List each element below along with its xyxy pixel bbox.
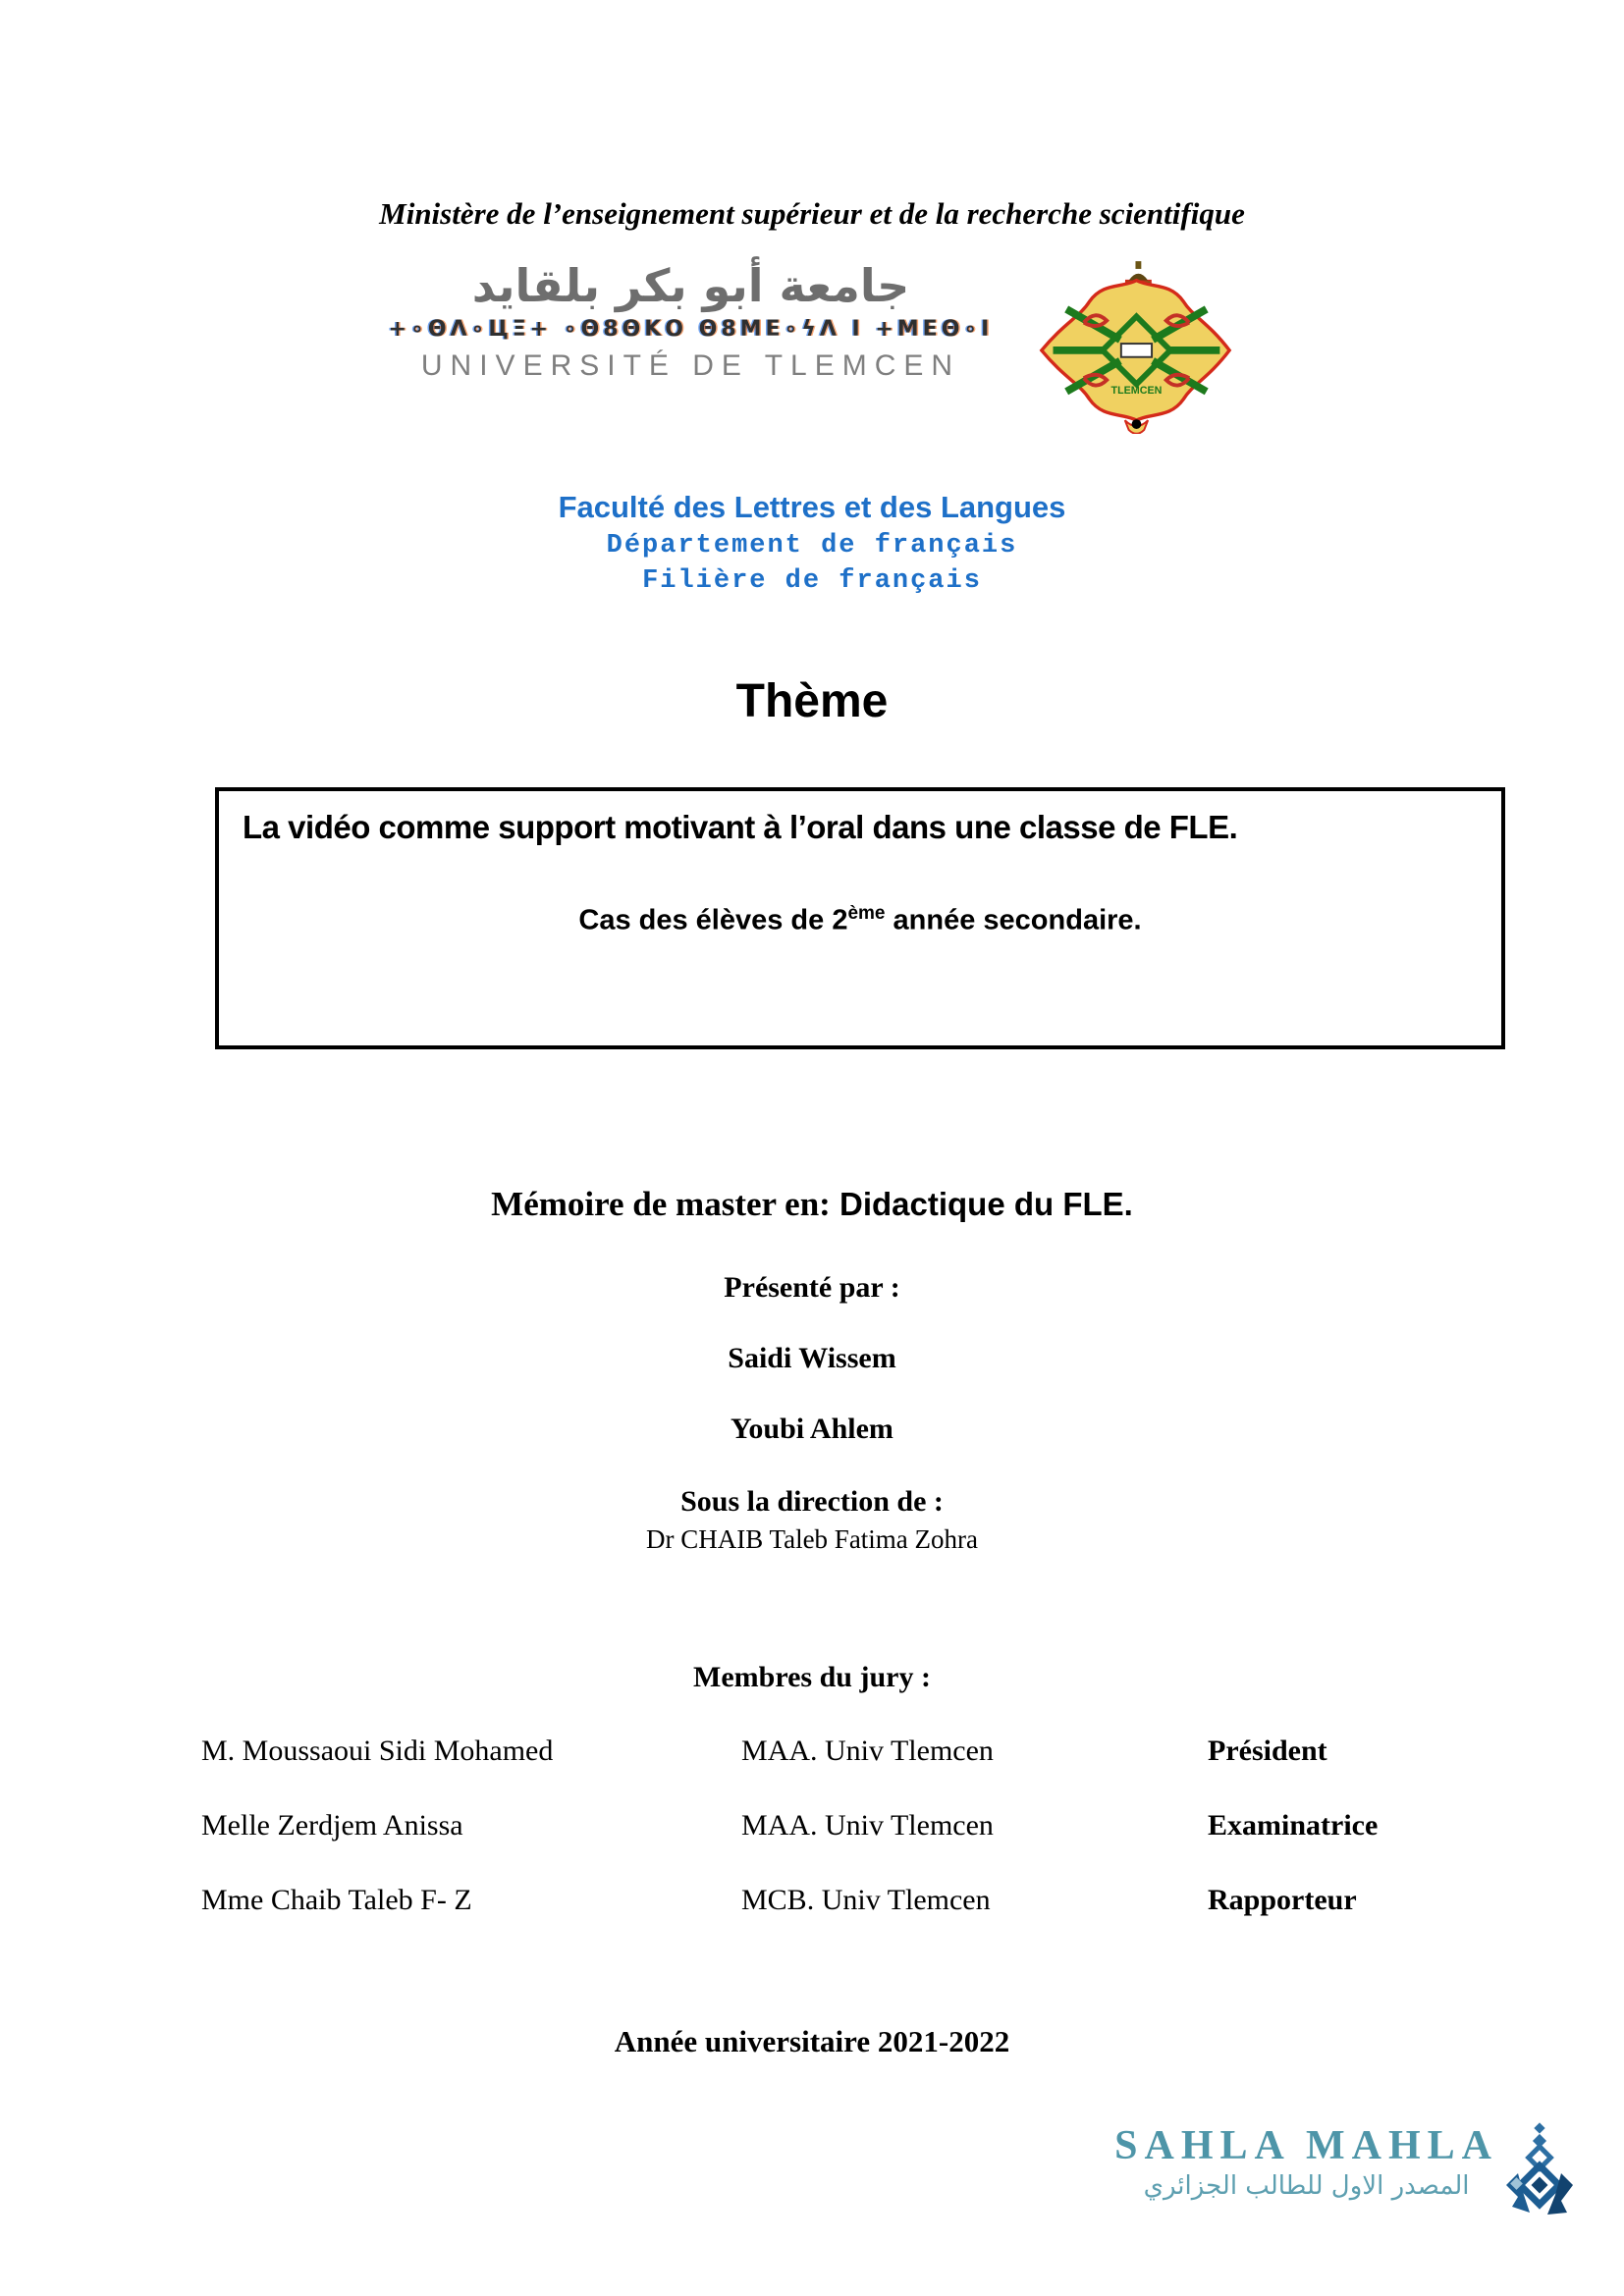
university-logo-block — [0, 259, 1624, 439]
filiere-line: Filière de français — [642, 566, 982, 596]
jury-heading: Membres du jury : — [693, 1661, 931, 1693]
degree-line — [0, 1185, 1624, 1224]
thesis-title-box — [215, 787, 1505, 1049]
thesis-subtitle-sup: ème — [847, 903, 886, 924]
jury-member-affiliation: MAA. Univ Tlemcen — [741, 1735, 994, 1767]
jury-member-name: Melle Zerdjem Anissa — [201, 1809, 463, 1842]
watermark-brand-name: SAHLA MAHLA — [1114, 2123, 1498, 2168]
sahla-mahla-watermark — [1114, 2122, 1575, 2225]
sahla-mahla-logo-icon — [1504, 2122, 1575, 2225]
author-name: Youbi Ahlem — [731, 1413, 893, 1445]
thesis-title: La vidéo comme support motivant à l’oral dans une classe de FLE. — [243, 809, 1238, 845]
jury-member-affiliation: MCB. Univ Tlemcen — [741, 1884, 991, 1916]
supervisor-name: Dr CHAIB Taleb Fatima Zohra — [645, 1524, 979, 1554]
jury-member-name: Mme Chaib Taleb F- Z — [201, 1884, 472, 1916]
jury-row — [0, 1808, 1624, 1843]
jury-member-role: Examinatrice — [1208, 1809, 1379, 1842]
degree-serif-part: Mémoire de master en: — [491, 1185, 831, 1223]
jury-member-name: M. Moussaoui Sidi Mohamed — [201, 1735, 554, 1767]
author-name: Saidi Wissem — [728, 1342, 896, 1374]
jury-member-role: Président — [1208, 1735, 1327, 1767]
presented-by-label: Présenté par : — [724, 1271, 900, 1304]
watermark-tagline: المصدر الاول للطالب الجزائري — [1143, 2171, 1470, 2201]
academic-year: Année universitaire 2021-2022 — [614, 2024, 1010, 2058]
theme-heading: Thème — [735, 675, 889, 727]
jury-table — [0, 1734, 1624, 1918]
university-latin-name: UNIVERSITÉ DE TLEMCEN — [420, 349, 961, 383]
jury-member-role: Rapporteur — [1208, 1884, 1357, 1916]
thesis-subtitle — [243, 903, 1478, 937]
university-logo-text — [389, 259, 994, 383]
university-arabic-name: جامعة أبو بكر بلقايد — [471, 259, 910, 312]
university-tifinagh-name: +∘ΘΛ∘ЦΞ+ ∘Θ8ΘΚΟ Θ8ΜΕ∘ϟΛ Ι +ΜΕΘ∘Ι — [388, 317, 994, 343]
thesis-subtitle-text: Cas des élèves de 2 — [578, 904, 848, 936]
department-line: Département de français — [606, 531, 1018, 561]
jury-row — [0, 1883, 1624, 1918]
emblem-caption: TLEMCEN — [1110, 384, 1163, 397]
supervision-label: Sous la direction de : — [680, 1485, 944, 1518]
jury-row — [0, 1734, 1624, 1769]
thesis-subtitle-suffix: année secondaire. — [885, 904, 1142, 936]
university-emblem-icon — [1034, 259, 1235, 439]
degree-sans-part: Didactique du FLE. — [830, 1186, 1133, 1222]
faculty-name: Faculté des Lettres et des Langues — [558, 490, 1066, 524]
watermark-text — [1114, 2122, 1498, 2201]
jury-member-affiliation: MAA. Univ Tlemcen — [741, 1809, 994, 1842]
ministry-line: Ministère de l’enseignement supérieur et de la recherche scientifique — [379, 196, 1245, 231]
faculty-block — [0, 490, 1624, 596]
